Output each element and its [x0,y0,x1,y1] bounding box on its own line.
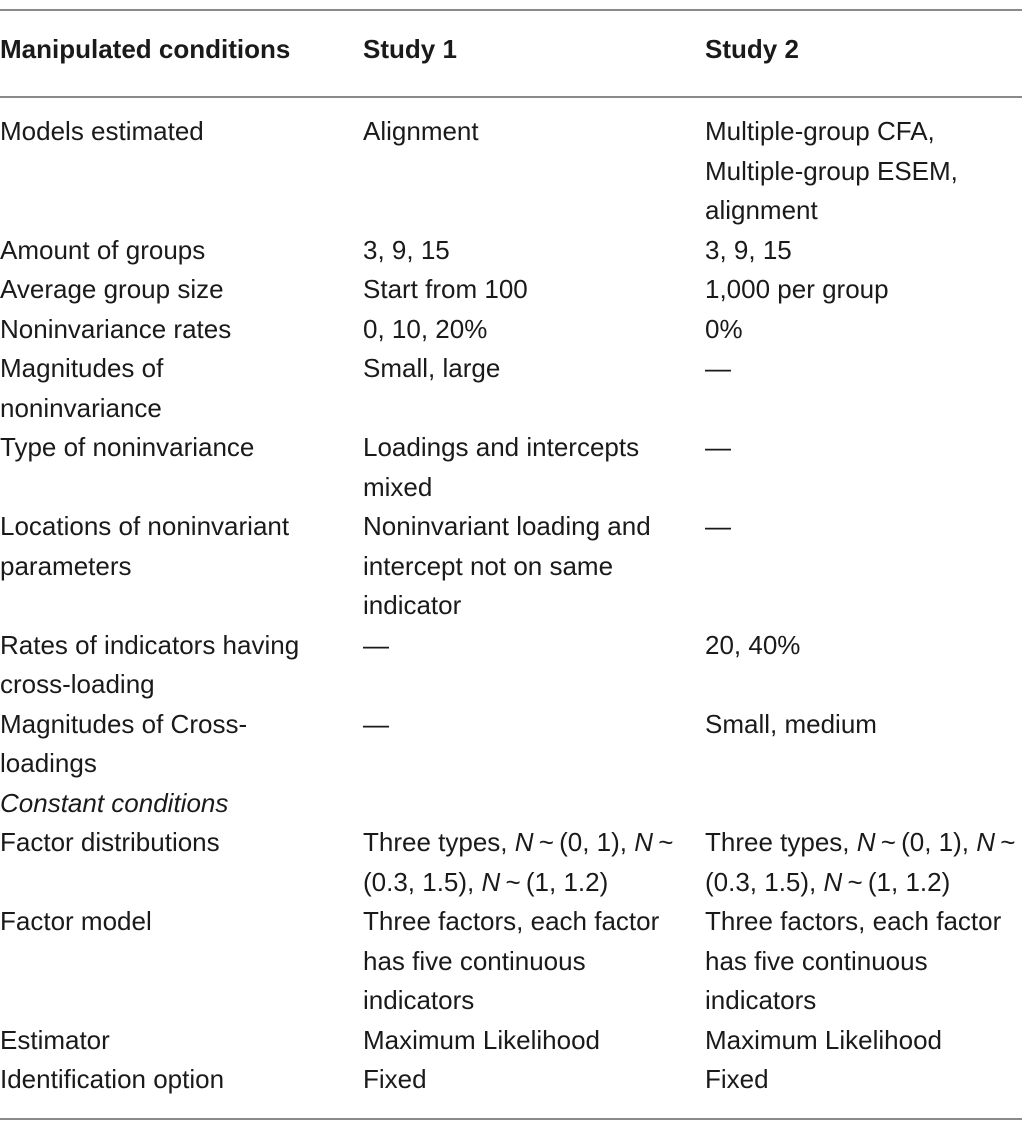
table-row [0,428,1022,507]
header-study-1: Study 1 [363,34,457,64]
study1-cell [363,98,705,231]
study1-cell: 3, 9, 15 [363,234,450,265]
study1-cell: Maximum Likelihood [363,1024,600,1055]
row-label: Estimator [0,1024,110,1055]
header-study-2: Study 2 [705,34,799,64]
study1-cell: Loadings and intercepts mixed [363,432,640,502]
table-row [0,705,1022,784]
study1-cell: Noninvariant loading and intercept not on same indicator [363,511,651,620]
header-row [0,0,1022,98]
study1-cell [363,823,705,902]
section-label-constant-conditions: Constant conditions [0,787,229,818]
bottom-rule [0,1118,1022,1120]
table-row [0,823,1022,902]
study2-cell: 1,000 per group [705,274,889,304]
table-row [0,1021,1022,1061]
table-row [0,310,1022,350]
row-label: Amount of groups [0,234,206,265]
table-row [0,902,1022,1021]
row-label: Noninvariance rates [0,313,232,344]
cell-text: Models estimated [0,116,204,146]
table-row [0,507,1022,626]
cell-text: Multiple-group CFA, Multiple-group ESEM, alignment [705,116,958,225]
study2-cell [705,823,1022,902]
study1-cell: Small, large [363,353,501,383]
factor-dist-study2: Three types, N ~ (0, 1), N ~ (0.3, 1.5), N ~ (1, 1.2) [705,827,1021,897]
row-label: Magnitudes of Cross-loadings [0,708,248,778]
study2-cell: 0% [705,313,743,344]
table-row [0,270,1022,310]
row-label: Average group size [0,274,224,304]
study2-cell: Three factors, each factor has five continuous indicators [705,906,1002,1015]
study2-cell: — [705,353,731,383]
study1-cell: Fixed [363,1064,427,1094]
row-label: Type of noninvariance [0,432,255,462]
study1-cell: Three factors, each factor has five continuous indicators [363,906,660,1015]
table-row [0,349,1022,428]
table-row [0,231,1022,271]
row-label: Factor model [0,906,152,936]
study2-cell: 20, 40% [705,629,801,660]
row-label: Magnitudes of noninvariance [0,353,164,423]
section-row [0,784,1022,824]
row-label: Factor distributions [0,827,220,857]
study2-cell [705,98,1022,231]
study2-cell: — [705,432,731,462]
cell-text: Alignment [363,116,479,146]
row-label [0,98,363,231]
row-label: Locations of noninvariant parameters [0,511,290,581]
study1-cell: — [363,708,389,739]
study2-cell: Fixed [705,1064,769,1094]
table-row [0,626,1022,705]
table-row [0,98,1022,231]
study2-cell: — [705,511,731,541]
study2-cell: Small, medium [705,708,877,739]
factor-dist-study1: Three types, N ~ (0, 1), N ~ (0.3, 1.5), N ~ (1, 1.2) [363,827,679,897]
study1-cell: Start from 100 [363,274,528,304]
study1-cell: — [363,629,389,660]
table-row [0,1060,1022,1100]
study2-cell: 3, 9, 15 [705,234,792,265]
study2-cell: Maximum Likelihood [705,1024,942,1055]
header-manipulated-conditions: Manipulated conditions [0,34,291,64]
study1-cell: 0, 10, 20% [363,313,488,344]
row-label: Rates of indicators having cross-loading [0,629,300,699]
row-label: Identification option [0,1064,225,1094]
